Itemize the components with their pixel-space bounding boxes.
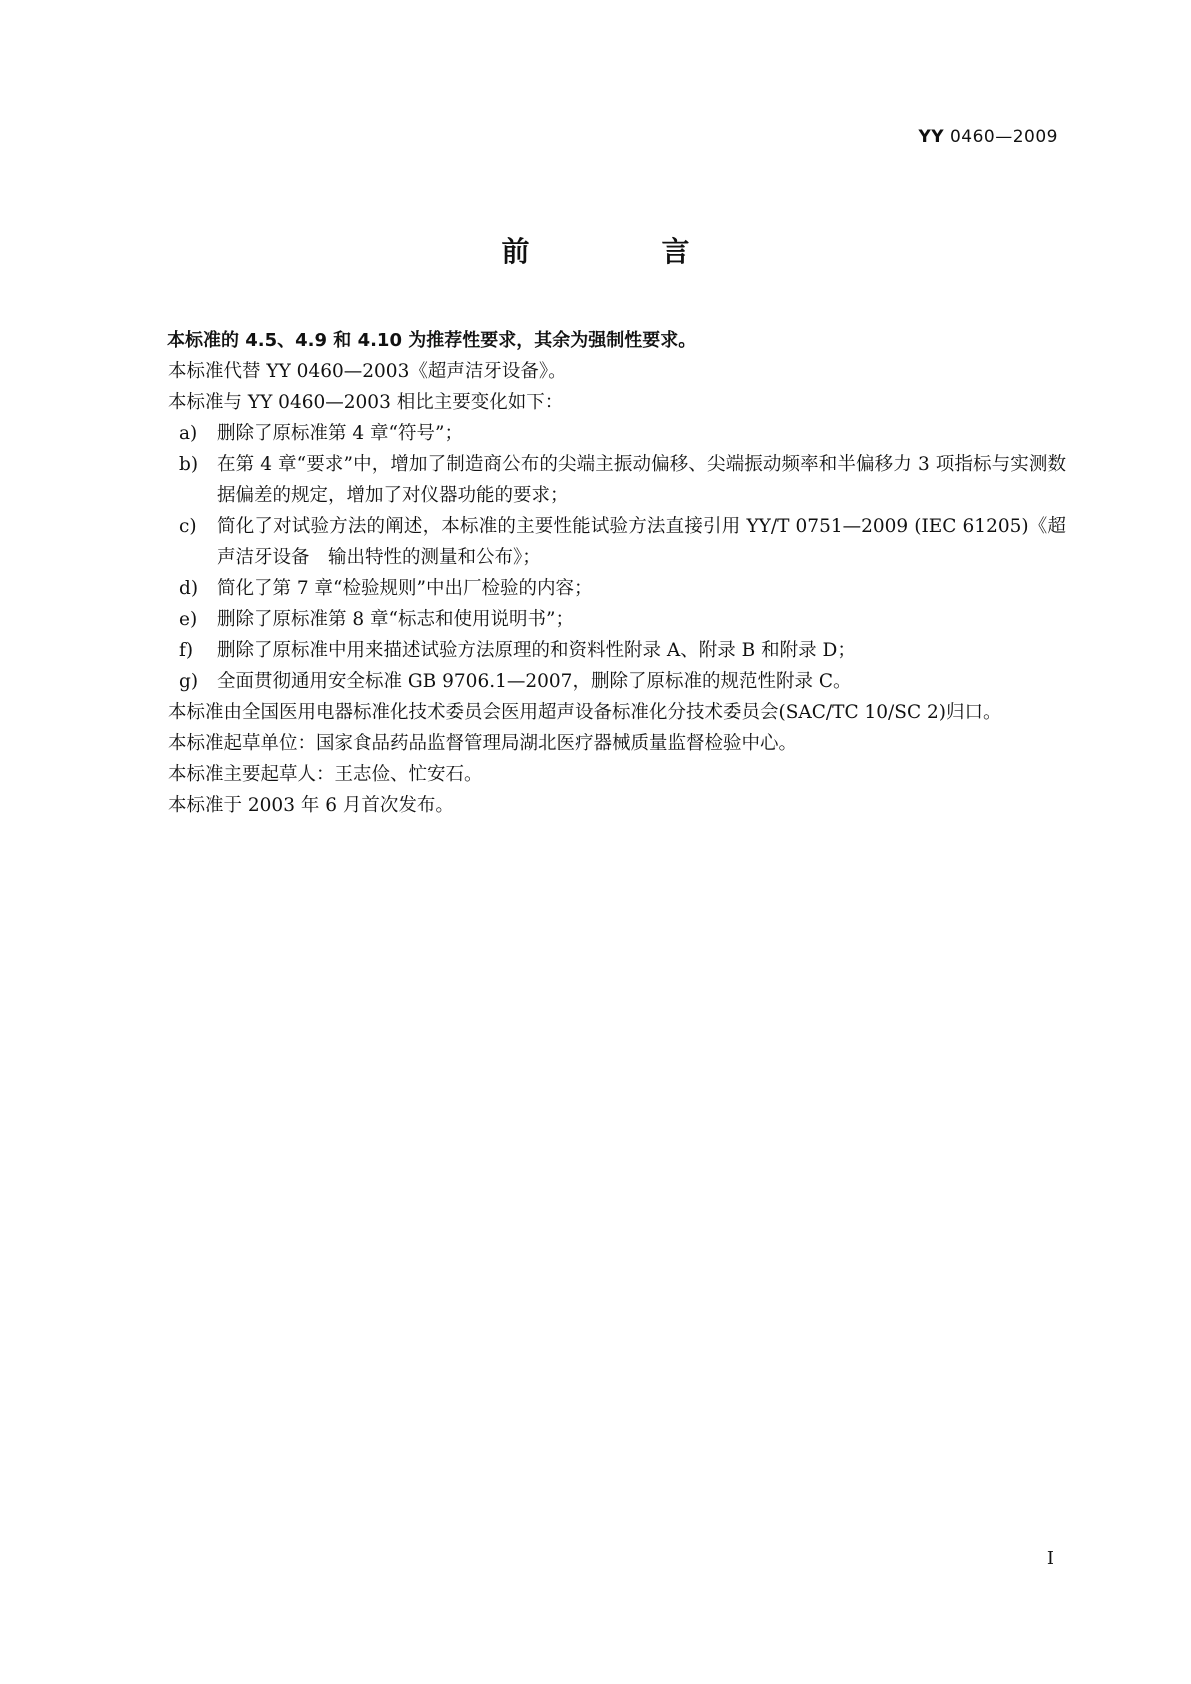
paragraph-changes-intro: 本标准与 YY 0460—2003 相比主要变化如下：	[168, 392, 564, 413]
standard-code-number: 0460—2009	[949, 127, 1058, 147]
list-marker: c)	[179, 516, 197, 537]
list-item-text: 简化了第 7 章“检验规则”中出厂检验的内容；	[217, 578, 593, 599]
list-item	[131, 573, 1066, 604]
list-marker: a)	[179, 423, 198, 444]
changes-list	[131, 418, 1066, 697]
list-item-text: 简化了对试验方法的阐述，本标准的主要性能试验方法直接引用 YY/T 0751—2009 (IEC 61205)《超声洁牙设备 输出特性的测量和公布》；	[217, 516, 1066, 568]
list-marker: f)	[179, 640, 194, 661]
standard-code-prefix: YY	[918, 127, 945, 147]
standard-code	[918, 127, 1058, 147]
paragraph-first-published: 本标准于 2003 年 6 月首次发布。	[168, 795, 454, 816]
list-item	[131, 449, 1066, 511]
paragraph-replaces: 本标准代替 YY 0460—2003《超声洁牙设备》。	[168, 361, 567, 382]
list-item-text: 删除了原标准第 4 章“符号”；	[217, 423, 463, 444]
list-item-text: 删除了原标准第 8 章“标志和使用说明书”；	[217, 609, 574, 630]
paragraph-proposed-by: 本标准由全国医用电器标准化技术委员会医用超声设备标准化分技术委员会(SAC/TC 10/SC 2)归口。	[168, 702, 1002, 723]
page-title: 前 言	[501, 235, 742, 268]
list-marker: d)	[179, 578, 199, 599]
document-body	[131, 325, 1066, 821]
list-item	[131, 511, 1066, 573]
list-item-text: 删除了原标准中用来描述试验方法原理的和资料性附录 A、附录 B 和附录 D；	[217, 640, 856, 661]
list-marker: g)	[179, 671, 199, 692]
paragraph-drafting-unit: 本标准起草单位：国家食品药品监督管理局湖北医疗器械质量监督检验中心。	[168, 733, 798, 754]
page-number: I	[1046, 1548, 1054, 1569]
list-item	[131, 418, 1066, 449]
list-item	[131, 666, 1066, 697]
list-item-text: 全面贯彻通用安全标准 GB 9706.1—2007，删除了原标准的规范性附录 C。	[217, 671, 852, 692]
paragraph-main-drafters: 本标准主要起草人：王志俭、忙安石。	[168, 764, 483, 785]
list-marker: b)	[179, 454, 199, 475]
list-item-text: 在第 4 章“要求”中，增加了制造商公布的尖端主振动偏移、尖端振动频率和半偏移力 3 项指标与实测数据偏差的规定，增加了对仪器功能的要求；	[217, 454, 1066, 506]
list-item	[131, 604, 1066, 635]
list-marker: e)	[179, 609, 198, 630]
list-item	[131, 635, 1066, 666]
paragraph-recommended-requirements: 本标准的 4.5、4.9 和 4.10 为推荐性要求，其余为强制性要求。	[167, 330, 697, 351]
